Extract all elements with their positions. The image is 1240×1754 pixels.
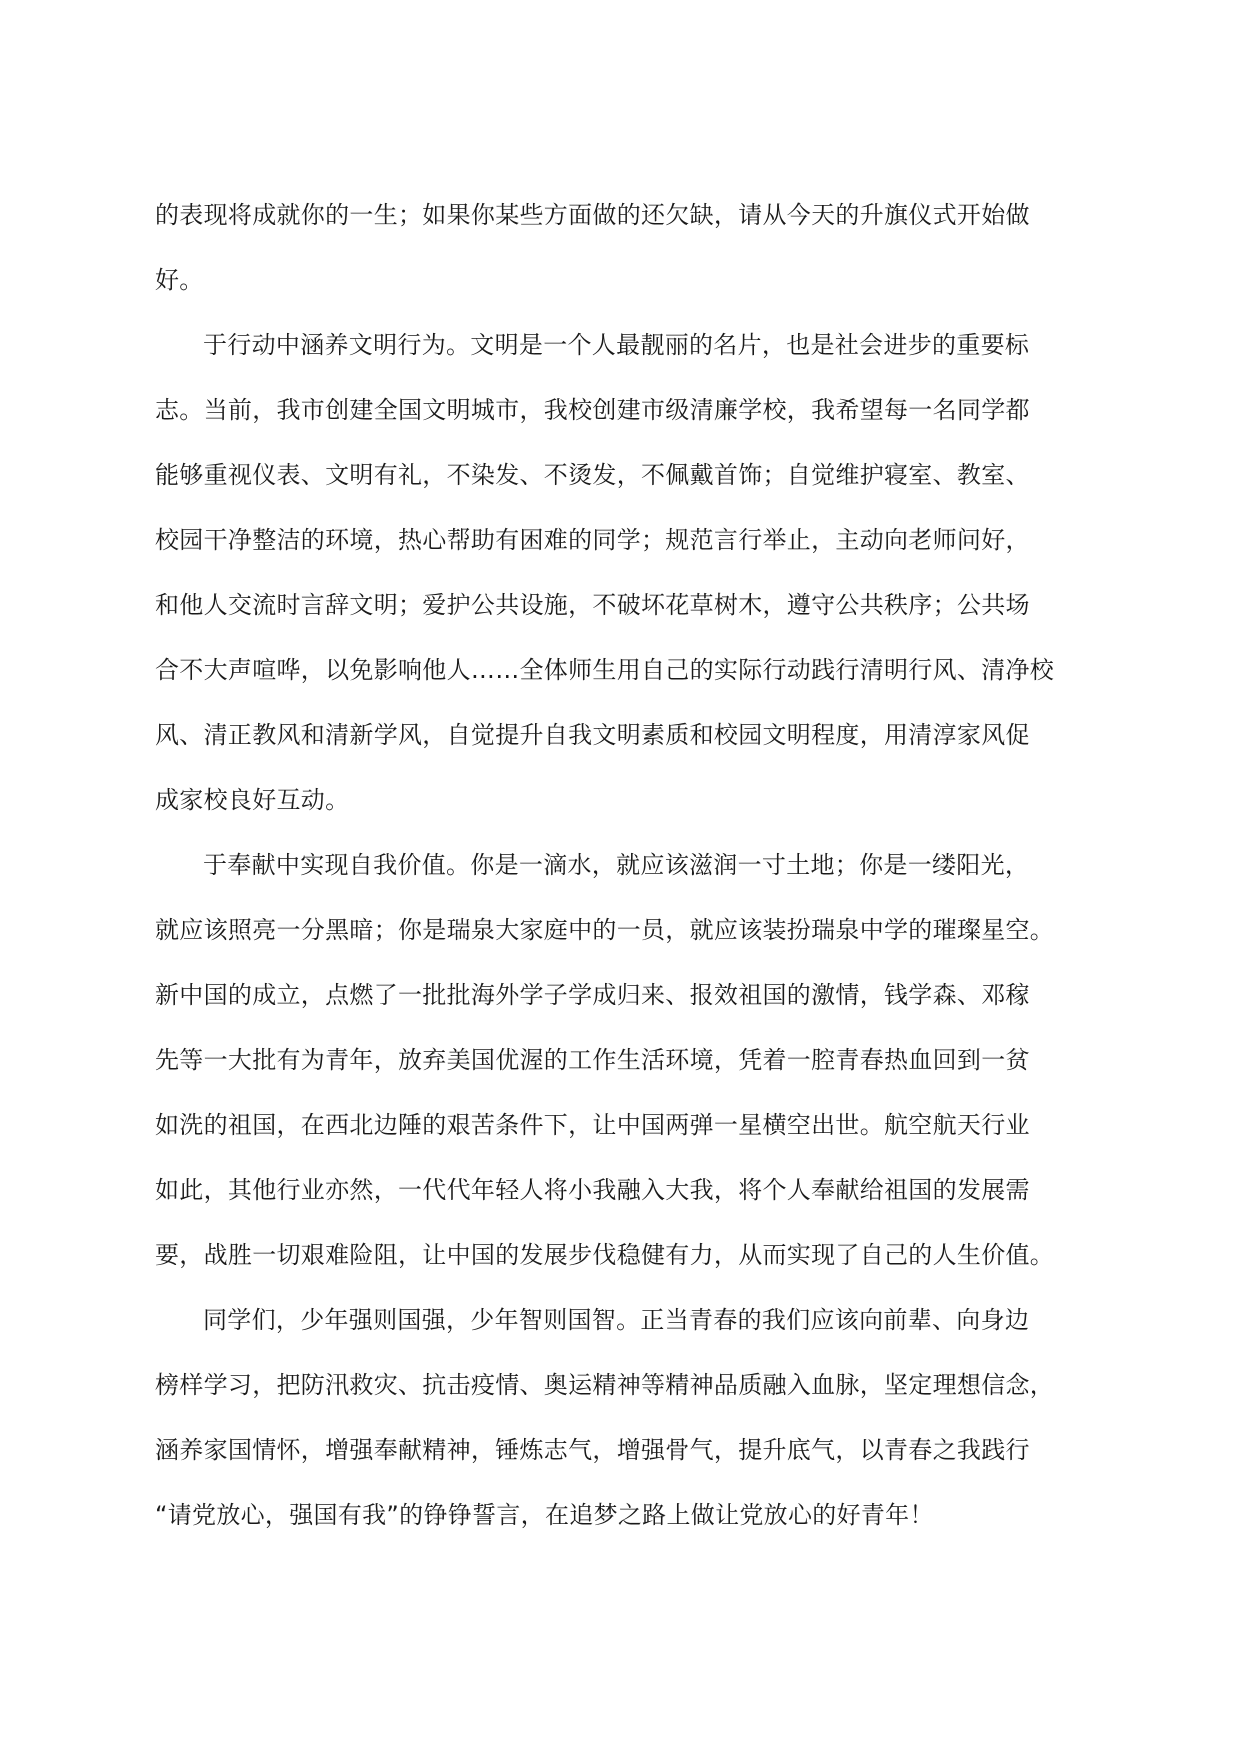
text-line: 新中国的成立，点燃了一批批海外学子学成归来、报效祖国的激情，钱学森、邓稼: [155, 981, 1030, 1009]
text-line: 能够重视仪表、文明有礼，不染发、不烫发，不佩戴首饰；自觉维护寝室、教室、: [155, 461, 1030, 489]
paragraph-first-line: 于奉献中实现自我价值。你是一滴水，就应该滋润一寸土地；你是一缕阳光，: [203, 851, 1030, 879]
text-line: 要，战胜一切艰难险阻，让中国的发展步伐稳健有力，从而实现了自己的人生价值。: [155, 1241, 1055, 1269]
text-line: 先等一大批有为青年，放弃美国优渥的工作生活环境，凭着一腔青春热血回到一贫: [155, 1046, 1030, 1074]
text-line: 合不大声喧哗，以免影响他人……全体师生用自己的实际行动践行清明行风、清净校: [155, 656, 1055, 684]
text-line: 就应该照亮一分黑暗；你是瑞泉大家庭中的一员，就应该装扮瑞泉中学的璀璨星空。: [155, 916, 1055, 944]
text-line: 校园干净整洁的环境，热心帮助有困难的同学；规范言行举止，主动向老师问好，: [155, 526, 1030, 554]
text-line: 榜样学习，把防汛救灾、抗击疫情、奥运精神等精神品质融入血脉，坚定理想信念，: [155, 1371, 1055, 1399]
text-line: “请党放心，强国有我”的铮铮誓言，在追梦之路上做让党放心的好青年！: [155, 1501, 934, 1529]
text-line: 好。: [155, 266, 204, 294]
text-line: 如洗的祖国，在西北边陲的艰苦条件下，让中国两弹一星横空出世。航空航天行业: [155, 1111, 1030, 1139]
text-line: 成家校良好互动。: [155, 786, 350, 814]
text-line: 涵养家国情怀，增强奉献精神，锤炼志气，增强骨气，提升底气，以青春之我践行: [155, 1436, 1030, 1464]
paragraph-first-line: 同学们，少年强则国强，少年智则国智。正当青春的我们应该向前辈、向身边: [203, 1306, 1030, 1334]
paragraph-first-line: 于行动中涵养文明行为。文明是一个人最靓丽的名片，也是社会进步的重要标: [203, 331, 1030, 359]
text-line: 如此，其他行业亦然，一代代年轻人将小我融入大我，将个人奉献给祖国的发展需: [155, 1176, 1030, 1204]
text-line: 志。当前，我市创建全国文明城市，我校创建市级清廉学校，我希望每一名同学都: [155, 396, 1030, 424]
text-line: 风、清正教风和清新学风，自觉提升自我文明素质和校园文明程度，用清淳家风促: [155, 721, 1030, 749]
text-line: 的表现将成就你的一生；如果你某些方面做的还欠缺，请从今天的升旗仪式开始做: [155, 201, 1030, 229]
text-line: 和他人交流时言辞文明；爱护公共设施，不破坏花草树木，遵守公共秩序；公共场: [155, 591, 1030, 619]
